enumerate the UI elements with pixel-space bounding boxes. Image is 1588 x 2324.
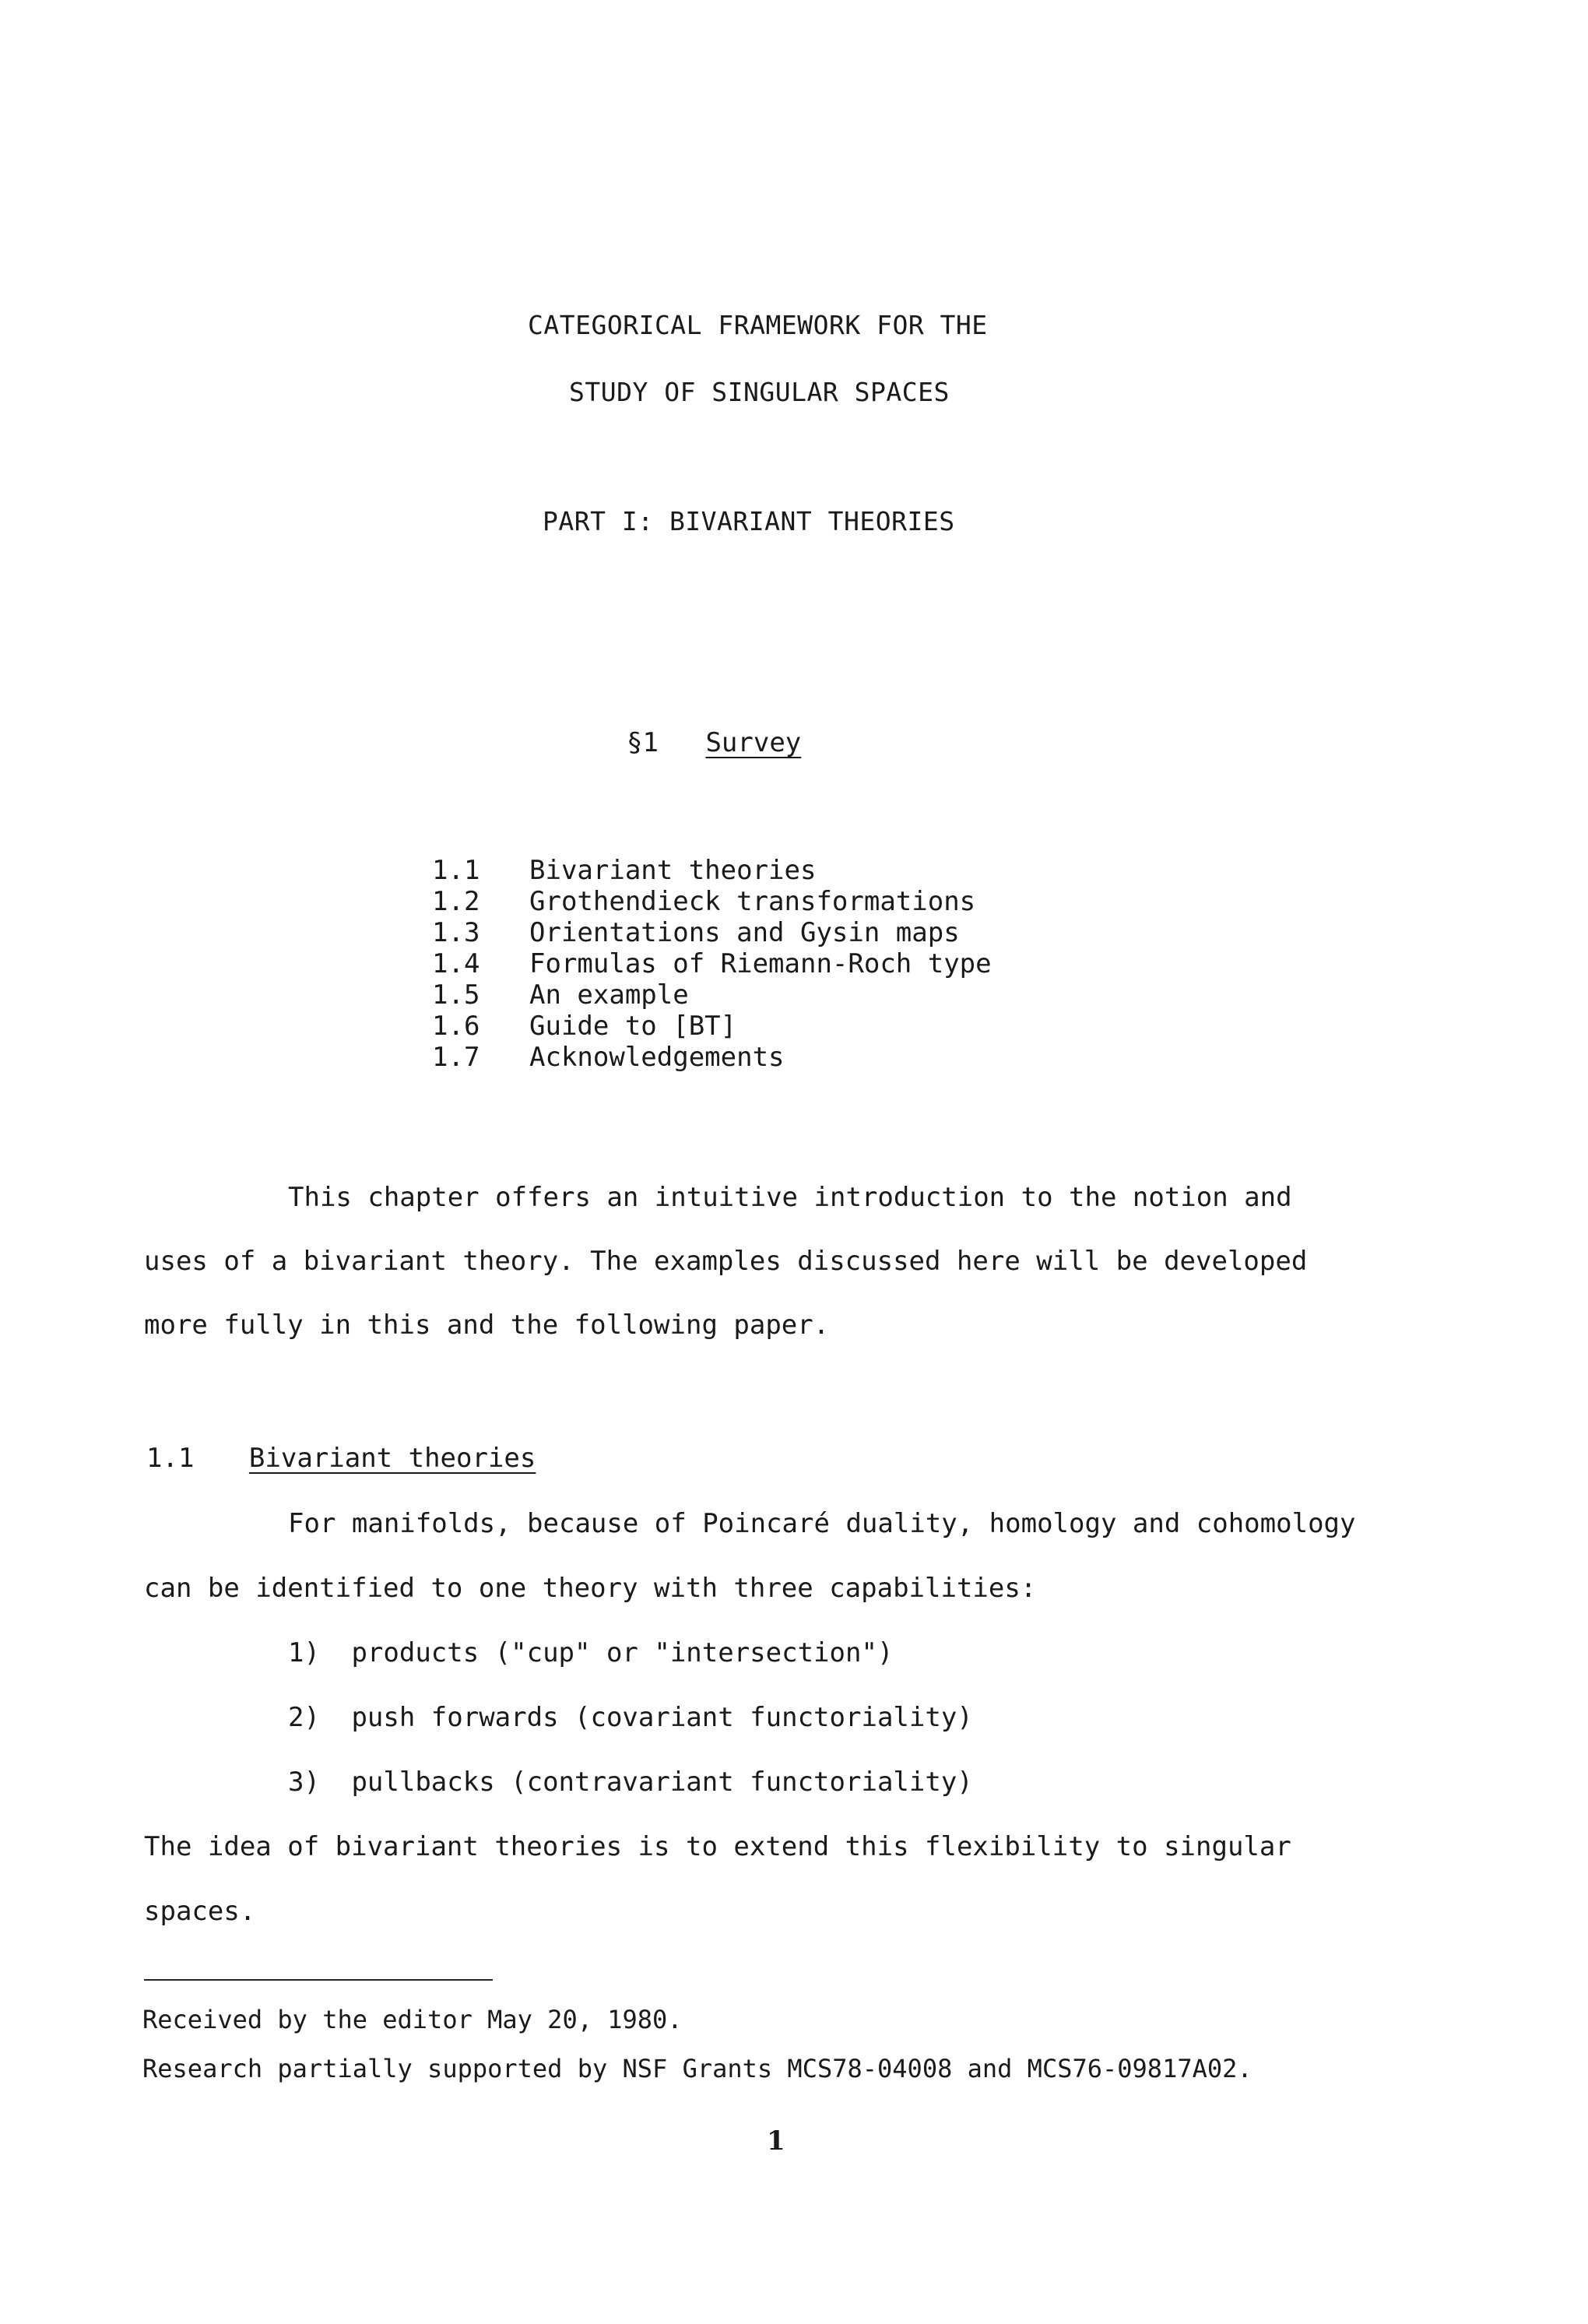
intro-line-2: uses of a bivariant theory. The examples discussed here will be developed [144,1246,1308,1277]
subsection-title: Bivariant theories [248,1443,536,1474]
intro-line-3: more fully in this and the following paper. [144,1310,830,1341]
list-text: push forwards (covariant functoriality) [351,1702,973,1733]
toc-number: 1.6 [432,1011,480,1042]
toc-number: 1.7 [432,1042,480,1073]
intro-line-1: This chapter offers an intuitive introduction to the notion and [288,1182,1292,1213]
list-text: pullbacks (contravariant functoriality) [351,1767,973,1798]
section-heading [627,727,801,758]
list-number: 3) [288,1767,320,1798]
toc-label: Grothendieck transformations [529,886,976,917]
toc-label: Acknowledgements [529,1042,785,1073]
toc-label: Bivariant theories [529,855,817,886]
body-line-3: The idea of bivariant theories is to extend this flexibility to singular [144,1831,1291,1862]
list-item [288,1767,973,1798]
footnote-received: Received by the editor May 20, 1980. [142,2005,683,2034]
footnote-divider [144,1979,493,1981]
list-item [288,1702,973,1733]
subsection-heading [146,1443,536,1474]
toc-label: Formulas of Riemann-Roch type [529,948,992,979]
page-number: 1 [767,2125,785,2157]
part-heading: PART I: BIVARIANT THEORIES [543,506,955,536]
table-of-contents [0,855,1588,1088]
toc-number: 1.3 [432,917,480,948]
list-item [288,1637,893,1668]
subsection-number: 1.1 [146,1443,195,1474]
toc-label: Guide to [BT] [529,1011,737,1042]
toc-label: Orientations and Gysin maps [529,917,960,948]
toc-number: 1.4 [432,948,480,979]
toc-label: An example [529,979,689,1011]
title-line-1: CATEGORICAL FRAMEWORK FOR THE [528,310,988,340]
toc-number: 1.2 [432,886,480,917]
footnote-support: Research partially supported by NSF Grants MCS78-04008 and MCS76-09817A02. [142,2054,1252,2083]
toc-number: 1.5 [432,979,480,1011]
body-line-2: can be identified to one theory with three capabilities: [144,1573,1037,1604]
toc-number: 1.1 [432,855,480,886]
body-line-1: For manifolds, because of Poincaré duality, homology and cohomology [288,1508,1356,1539]
list-text: products ("cup" or "intersection") [351,1637,894,1668]
section-symbol: §1 [627,727,659,758]
title-line-2: STUDY OF SINGULAR SPACES [569,377,950,407]
list-number: 2) [288,1702,320,1733]
list-number: 1) [288,1637,320,1668]
section-title: Survey [705,727,802,758]
body-line-4: spaces. [144,1896,256,1927]
